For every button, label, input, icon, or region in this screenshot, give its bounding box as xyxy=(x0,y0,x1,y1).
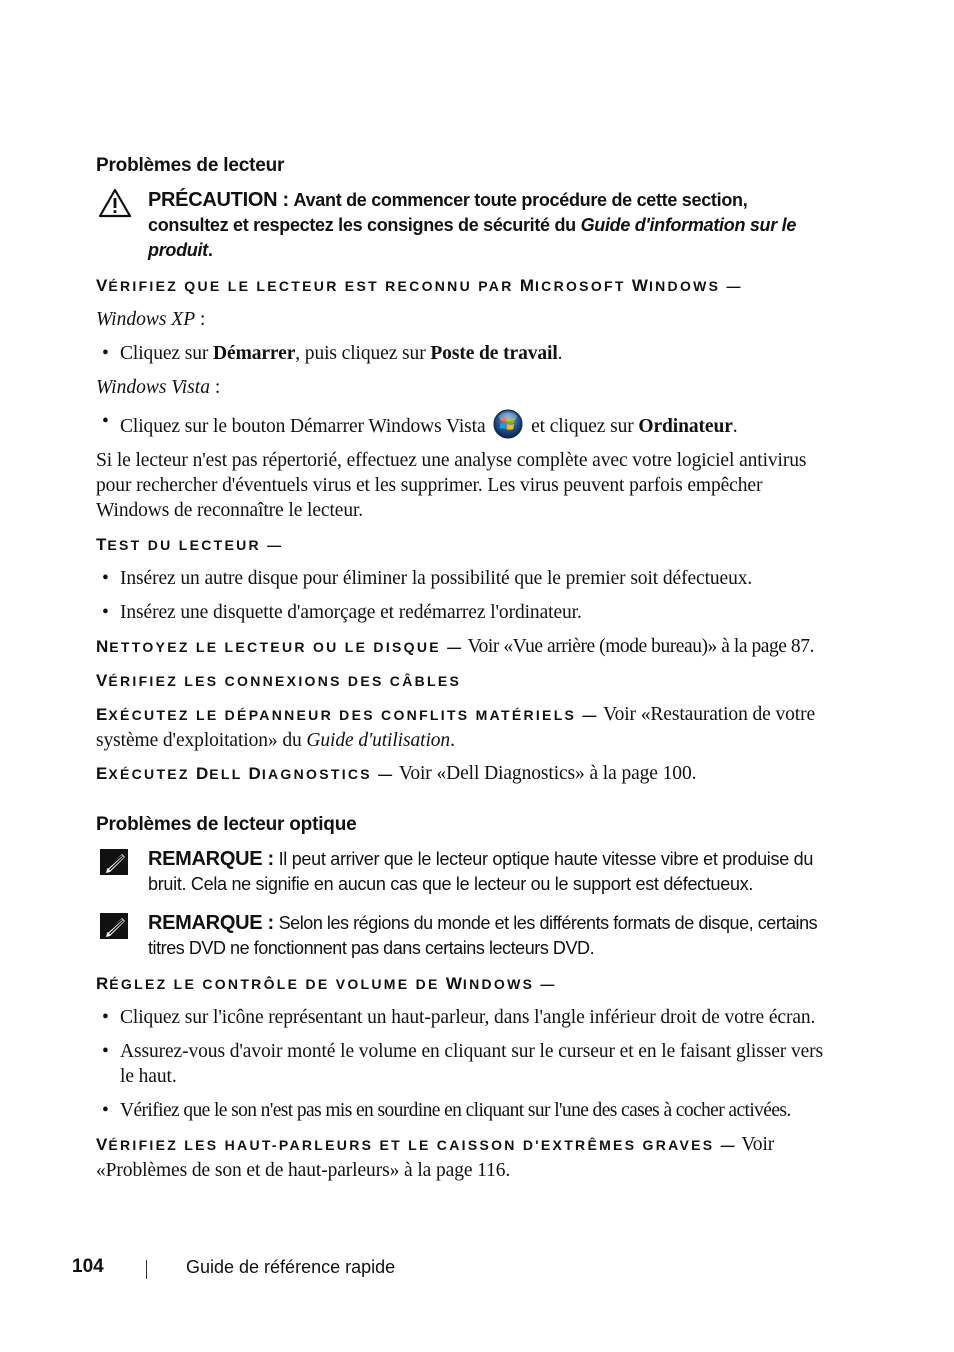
heading-verify-windows: VÉRIFIEZ QUE LE LECTEUR EST RECONNU PAR MICROSOFT WINDOWS — xyxy=(96,276,743,295)
caution-label: PRÉCAUTION : xyxy=(148,189,289,211)
note-pencil-icon xyxy=(98,847,132,877)
clean-drive-reference: Voir «Vue arrière (mode bureau)» à la page 87. xyxy=(467,636,814,657)
note-text: Il peut arriver que le lecteur optique haute vitesse vibre et produise du bruit. Cela ne signifie en aucun cas que le lecteur ou le support est défectueux. xyxy=(148,849,814,894)
dell-diagnostics-line: EXÉCUTEZ DELL DIAGNOSTICS — Voir «Dell Diagnostics» à la page 100. xyxy=(96,763,697,784)
speakers-line: VÉRIFIEZ LES HAUT-PARLEURS ET LE CAISSON D'EXTRÊMES GRAVES — Voir «Problèmes de son et de haut-parleurs» à la page 116. xyxy=(96,1134,775,1181)
list-item: • Cliquez sur l'icône représentant un haut-parleur, dans l'angle inférieur droit de votre écran. xyxy=(96,1005,826,1030)
page-number: 104 xyxy=(72,1256,104,1277)
note-label: REMARQUE : xyxy=(148,848,274,870)
windows-vista-label: Windows Vista : xyxy=(96,377,221,398)
caution-guide-title: Guide d'information sur le produit xyxy=(148,215,797,260)
list-item: • Insérez un autre disque pour éliminer la possibilité que le premier soit défectueux. xyxy=(96,566,826,591)
page-content xyxy=(96,152,826,1192)
note-notice-1 xyxy=(96,847,826,897)
caution-text: Avant de commencer toute procédure de cette section, consultez et respectez les consignes de sécurité du xyxy=(148,190,748,235)
note-pencil-icon xyxy=(98,911,132,941)
heading-volume-control: RÉGLEZ LE CONTRÔLE DE VOLUME DE WINDOWS — xyxy=(96,974,557,993)
section-title-drive-problems: Problèmes de lecteur xyxy=(96,155,285,176)
volume-steps xyxy=(96,1005,826,1123)
note-label: REMARQUE : xyxy=(148,912,274,934)
page-footer xyxy=(72,1256,872,1282)
windows-xp-steps xyxy=(96,341,826,366)
list-item: • Vérifiez que le son n'est pas mis en sourdine en cliquant sur l'une des cases à cocher activées. xyxy=(96,1098,826,1123)
windows-vista-steps xyxy=(96,409,826,439)
warning-triangle-icon xyxy=(98,188,132,218)
section-title-optical-drive: Problèmes de lecteur optique xyxy=(96,814,357,835)
note-text: Selon les régions du monde et les différents formats de disque, certains titres DVD ne fonctionnent pas dans certains lecteurs DVD. xyxy=(148,913,818,958)
hardware-conflicts-line: EXÉCUTEZ LE DÉPANNEUR DES CONFLITS MATÉRIELS — Voir «Restauration de votre système d'exploitation» du Guide d'utilisation. xyxy=(96,704,816,751)
clean-drive-line: NETTOYEZ LE LECTEUR OU LE DISQUE — Voir «Vue arrière (mode bureau)» à la page 87. xyxy=(96,636,814,657)
list-item: • Insérez une disquette d'amorçage et redémarrez l'ordinateur. xyxy=(96,600,826,625)
test-drive-steps xyxy=(96,566,826,625)
windows-xp-label: Windows XP : xyxy=(96,309,206,330)
list-item: • Cliquez sur Démarrer, puis cliquez sur Poste de travail. xyxy=(96,341,826,366)
antivirus-paragraph: Si le lecteur n'est pas répertorié, effectuez une analyse complète avec votre logiciel antivirus pour rechercher d'éventuels virus et les supprimer. Les virus peuvent parfois empêcher Windows de reconnaître le lecteur. xyxy=(96,450,807,521)
footer-doc-title: Guide de référence rapide xyxy=(186,1257,396,1277)
list-item: • Cliquez sur le bouton Démarrer Windows Vista et cliquez sur Ordinateur. xyxy=(96,409,826,439)
heading-test-drive: TEST DU LECTEUR — xyxy=(96,535,284,554)
heading-check-cables: VÉRIFIEZ LES CONNEXIONS DES CÂBLES xyxy=(96,671,462,690)
caution-notice: PRÉCAUTION : Avant de commencer toute procédure de cette section, consultez et respectez les consignes de sécurité du Guide d'information sur le produit. xyxy=(96,188,826,263)
note-notice-2 xyxy=(96,911,826,961)
list-item: • Assurez-vous d'avoir monté le volume en cliquant sur le curseur et en le faisant glisser vers le haut. xyxy=(96,1039,826,1089)
footer-separator xyxy=(146,1260,147,1279)
windows-vista-start-orb-icon xyxy=(493,409,523,439)
